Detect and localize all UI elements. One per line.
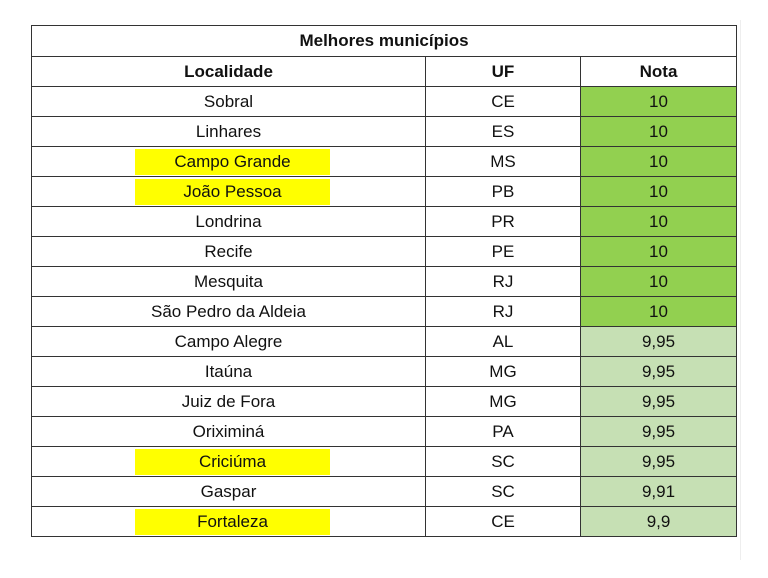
table-row [32, 207, 737, 237]
table-title: Melhores municípios [32, 26, 737, 57]
localidade-text: Gaspar [200, 481, 257, 501]
page-edge [740, 20, 741, 560]
cell-nota: 9,91 [581, 477, 737, 507]
cell-localidade [32, 87, 426, 117]
localidade-text: Recife [204, 241, 253, 261]
localidade-text: Juiz de Fora [181, 391, 276, 411]
cell-uf: MS [426, 147, 581, 177]
table-row [32, 507, 737, 537]
cell-nota: 10 [581, 117, 737, 147]
header-nota: Nota [581, 57, 737, 87]
cell-uf: SC [426, 447, 581, 477]
cell-localidade [32, 507, 426, 537]
cell-nota: 9,9 [581, 507, 737, 537]
cell-nota: 10 [581, 87, 737, 117]
cell-nota: 9,95 [581, 327, 737, 357]
localidade-text: Mesquita [194, 271, 263, 291]
table-row [32, 477, 737, 507]
cell-nota: 9,95 [581, 447, 737, 477]
cell-localidade [32, 477, 426, 507]
highlighted-localidade: Campo Grande [135, 149, 330, 175]
table-row [32, 297, 737, 327]
cell-uf: PE [426, 237, 581, 267]
table-row [32, 387, 737, 417]
cell-uf: MG [426, 387, 581, 417]
cell-localidade [32, 417, 426, 447]
best-municipalities-table [31, 25, 737, 537]
table-row [32, 147, 737, 177]
table-row [32, 177, 737, 207]
table-row [32, 447, 737, 477]
table-row [32, 237, 737, 267]
cell-localidade [32, 267, 426, 297]
localidade-text: Linhares [195, 121, 262, 141]
cell-localidade [32, 147, 426, 177]
cell-uf: AL [426, 327, 581, 357]
cell-nota: 9,95 [581, 357, 737, 387]
cell-uf: ES [426, 117, 581, 147]
header-localidade: Localidade [32, 57, 426, 87]
cell-nota: 10 [581, 237, 737, 267]
cell-localidade [32, 327, 426, 357]
cell-localidade [32, 117, 426, 147]
cell-localidade [32, 177, 426, 207]
table-row [32, 87, 737, 117]
highlighted-localidade: Fortaleza [135, 509, 330, 535]
cell-nota: 9,95 [581, 417, 737, 447]
cell-localidade [32, 237, 426, 267]
cell-nota: 10 [581, 297, 737, 327]
highlighted-localidade: João Pessoa [135, 179, 330, 205]
localidade-text: Londrina [195, 211, 262, 231]
localidade-text: Oriximiná [192, 421, 265, 441]
localidade-text: São Pedro da Aldeia [150, 301, 306, 321]
table-row [32, 267, 737, 297]
table-row [32, 327, 737, 357]
cell-localidade [32, 297, 426, 327]
localidade-text: Sobral [203, 91, 254, 111]
cell-nota: 10 [581, 177, 737, 207]
cell-uf: PR [426, 207, 581, 237]
cell-uf: SC [426, 477, 581, 507]
cell-localidade [32, 447, 426, 477]
cell-uf: RJ [426, 297, 581, 327]
header-uf: UF [426, 57, 581, 87]
table-row [32, 357, 737, 387]
highlighted-localidade: Criciúma [135, 449, 330, 475]
cell-nota: 10 [581, 207, 737, 237]
localidade-text: Campo Alegre [174, 331, 283, 351]
cell-localidade [32, 207, 426, 237]
localidade-text: Itaúna [204, 361, 253, 381]
cell-uf: PB [426, 177, 581, 207]
cell-uf: RJ [426, 267, 581, 297]
table-row [32, 117, 737, 147]
table-row [32, 417, 737, 447]
cell-uf: CE [426, 87, 581, 117]
cell-nota: 9,95 [581, 387, 737, 417]
cell-nota: 10 [581, 267, 737, 297]
cell-localidade [32, 387, 426, 417]
cell-uf: PA [426, 417, 581, 447]
cell-uf: MG [426, 357, 581, 387]
cell-uf: CE [426, 507, 581, 537]
cell-nota: 10 [581, 147, 737, 177]
cell-localidade [32, 357, 426, 387]
